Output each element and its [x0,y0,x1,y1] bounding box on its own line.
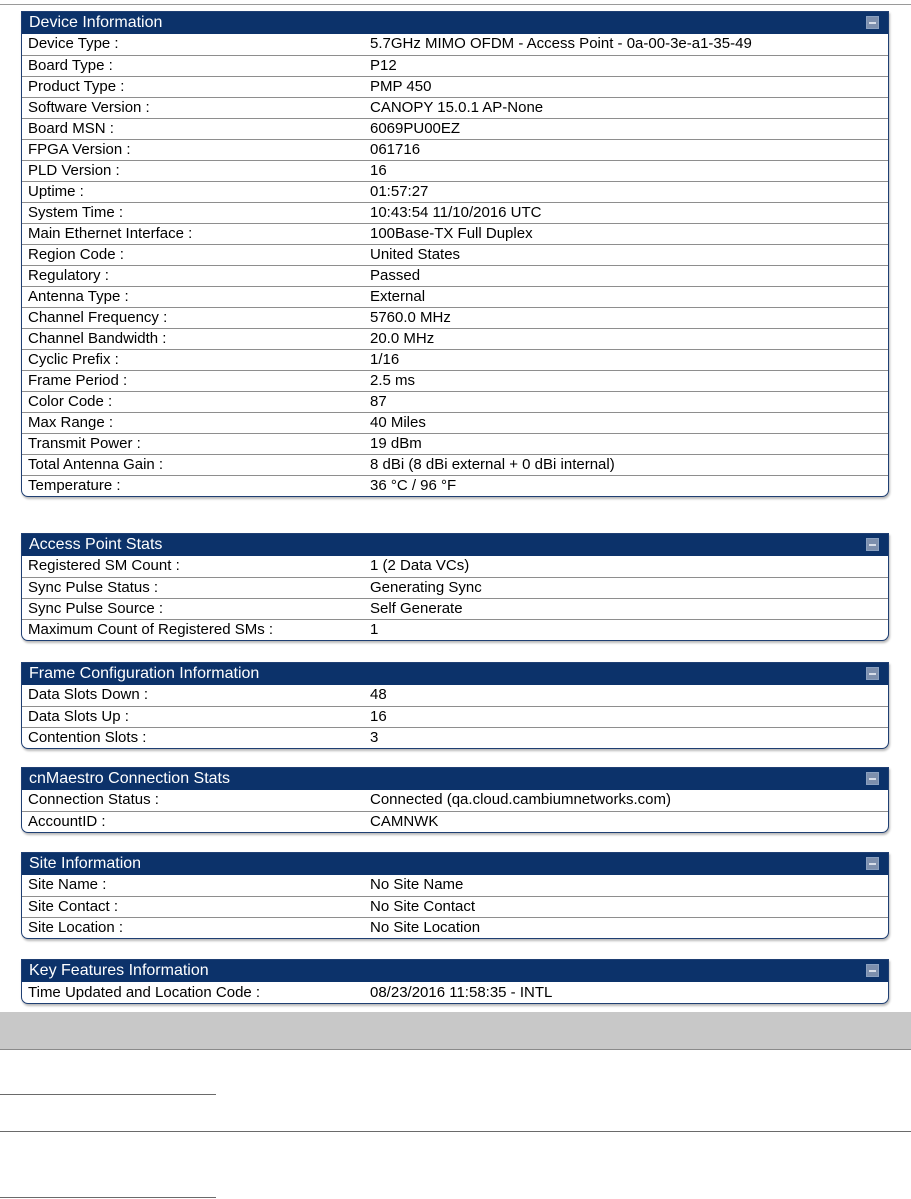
row-label: Contention Slots : [28,728,147,746]
row-label: Data Slots Up : [22,706,364,727]
row-label: Channel Frequency : [22,307,364,328]
row-value: 061716 [364,139,888,160]
table-row [22,619,888,640]
table-row [22,917,888,938]
table-row [22,433,888,454]
row-label: AccountID : [28,812,106,830]
table-row [22,76,888,97]
divider [0,1131,911,1132]
row-label: FPGA Version : [22,139,364,160]
row-value: 19 dBm [364,433,888,454]
table-row [22,811,888,832]
row-value: 20.0 MHz [364,328,888,349]
row-value: 48 [364,685,888,706]
row-label: Main Ethernet Interface : [22,223,364,244]
row-label: Maximum Count of Registered SMs : [28,620,274,638]
row-value: No Site Location [370,918,481,936]
collapse-icon[interactable] [866,857,879,870]
collapse-icon[interactable] [866,538,879,551]
row-label: System Time : [22,202,364,223]
table-row [22,391,888,412]
row-label: Total Antenna Gain : [22,454,364,475]
row-label: Sync Pulse Status : [22,577,364,598]
table-row [22,706,888,727]
row-label: Uptime : [22,181,364,202]
row-label: Channel Bandwidth : [22,328,364,349]
table-row [22,727,888,748]
row-value: CANOPY 15.0.1 AP-None [364,97,888,118]
divider [0,1197,216,1198]
table-row [22,875,888,896]
row-value: 3 [370,728,379,746]
row-label: Regulatory : [22,265,364,286]
panel-title: Frame Configuration Information [29,665,260,682]
collapse-icon[interactable] [866,964,879,977]
table-row [22,982,888,1003]
table-row [22,34,888,55]
row-label: Site Contact : [22,896,364,917]
row-value: 40 Miles [364,412,888,433]
collapse-icon[interactable] [866,16,879,29]
panel-device-information [21,11,889,497]
panel-title: Site Information [29,855,142,872]
row-value: United States [364,244,888,265]
panel-site-information [21,852,889,939]
row-label: PLD Version : [22,160,364,181]
row-label: Site Location : [28,918,124,936]
table-row [22,328,888,349]
row-value: Passed [364,265,888,286]
collapse-icon[interactable] [866,772,879,785]
row-label: Region Code : [22,244,364,265]
table-row [22,790,888,811]
table-row [22,223,888,244]
table-row [22,181,888,202]
table-row [22,370,888,391]
panel-frame-configuration [21,662,889,749]
row-value: PMP 450 [364,76,888,97]
divider [0,1094,216,1095]
table-row [22,598,888,619]
row-label: Transmit Power : [22,433,364,454]
table-row [22,160,888,181]
panel-cnmaestro-connection-stats [21,767,889,833]
table-row [22,55,888,76]
table-row [22,118,888,139]
panel-header [22,12,888,34]
row-label: Board Type : [22,55,364,76]
row-value: 1/16 [364,349,888,370]
row-value: 01:57:27 [364,181,888,202]
row-label: Color Code : [22,391,364,412]
row-value: 8 dBi (8 dBi external + 0 dBi internal) [364,454,888,475]
table-row [22,97,888,118]
table-row [22,244,888,265]
table-row [22,475,888,496]
info-table [22,556,888,640]
info-table [22,790,888,832]
info-table [22,34,888,496]
table-row [22,307,888,328]
row-value: Self Generate [364,598,888,619]
panel-title: Device Information [29,14,163,31]
row-label: Temperature : [28,476,121,494]
table-row [22,139,888,160]
panel-header [22,663,888,685]
table-row [22,412,888,433]
row-value: No Site Contact [364,896,888,917]
row-value: 08/23/2016 11:58:35 - INTL [370,983,553,1001]
table-row [22,556,888,577]
table-header-bar [0,1012,911,1050]
row-label: Sync Pulse Source : [22,598,364,619]
top-rule [0,4,911,5]
row-label: Antenna Type : [22,286,364,307]
table-row [22,349,888,370]
panel-title: Key Features Information [29,962,209,979]
row-value: 16 [364,160,888,181]
row-value: 36 °C / 96 °F [370,476,457,494]
panel-header [22,853,888,875]
table-row [22,577,888,598]
table-row [22,685,888,706]
panel-header [22,534,888,556]
panel-title: cnMaestro Connection Stats [29,770,230,787]
table-row [22,896,888,917]
row-value: 16 [364,706,888,727]
row-value: 1 (2 Data VCs) [364,556,888,577]
row-value: P12 [364,55,888,76]
panel-header [22,768,888,790]
row-label: Frame Period : [22,370,364,391]
row-label: Device Type : [22,34,364,55]
collapse-icon[interactable] [866,667,879,680]
row-value: Generating Sync [364,577,888,598]
table-row [22,454,888,475]
row-label: Software Version : [22,97,364,118]
row-label: Data Slots Down : [22,685,364,706]
row-value: Connected (qa.cloud.cambiumnetworks.com) [364,790,888,811]
info-table [22,685,888,748]
row-label: Board MSN : [22,118,364,139]
row-label: Registered SM Count : [22,556,364,577]
row-value: 87 [364,391,888,412]
row-label: Cyclic Prefix : [22,349,364,370]
row-value: External [364,286,888,307]
panel-key-features-information [21,959,889,1004]
table-row [22,265,888,286]
row-value: CAMNWK [370,812,439,830]
table-row [22,286,888,307]
row-label: Site Name : [22,875,364,896]
panel-header [22,960,888,982]
row-value: No Site Name [364,875,888,896]
info-table [22,982,888,1003]
row-value: 100Base-TX Full Duplex [364,223,888,244]
row-label: Time Updated and Location Code : [28,983,261,1001]
info-table [22,875,888,938]
panel-title: Access Point Stats [29,536,163,553]
panel-access-point-stats [21,533,889,641]
row-value: 5760.0 MHz [364,307,888,328]
table-row [22,202,888,223]
row-value: 1 [370,620,379,638]
row-label: Max Range : [22,412,364,433]
row-label: Connection Status : [22,790,364,811]
row-label: Product Type : [22,76,364,97]
row-value: 6069PU00EZ [364,118,888,139]
row-value: 5.7GHz MIMO OFDM - Access Point - 0a-00-3e-a1-35-49 [364,34,888,55]
row-value: 10:43:54 11/10/2016 UTC [364,202,888,223]
row-value: 2.5 ms [364,370,888,391]
